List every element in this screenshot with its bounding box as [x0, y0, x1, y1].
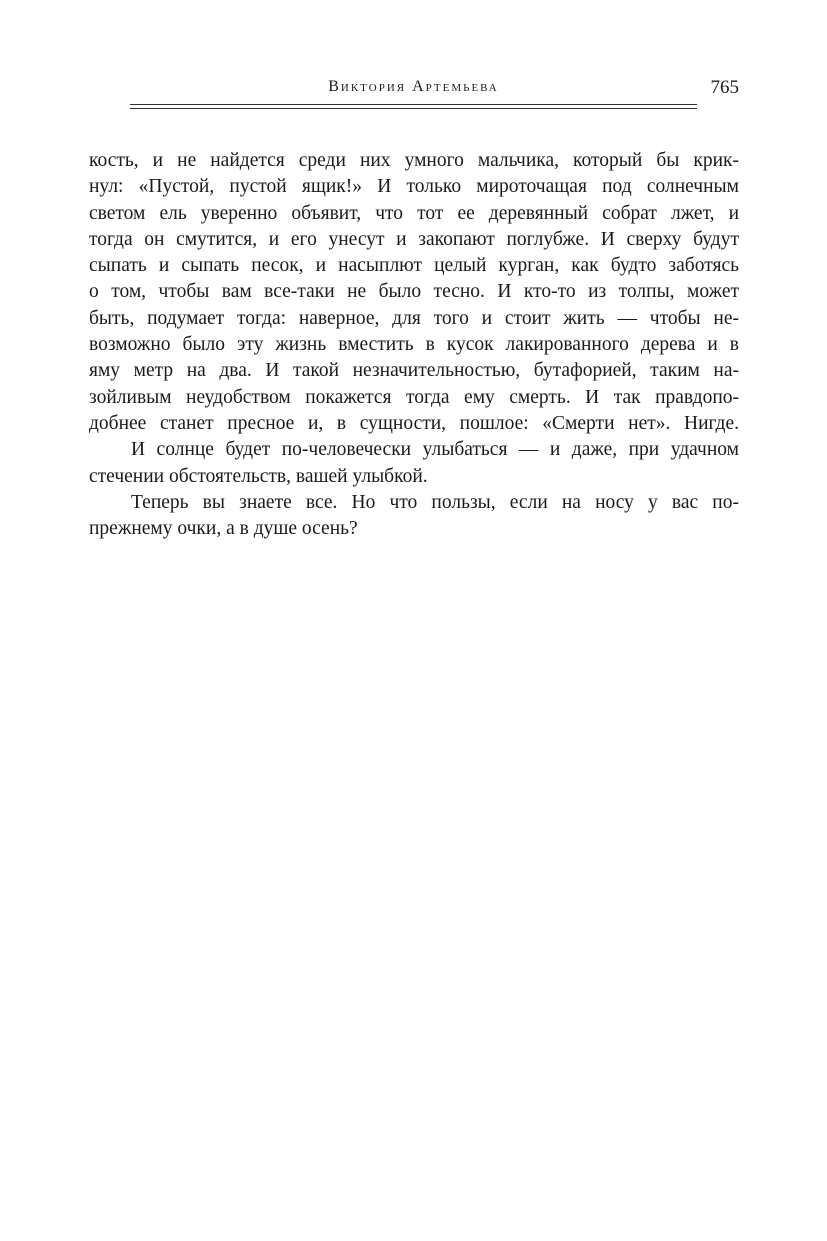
text-line: стечении обстоятельств, вашей улыбкой.: [89, 465, 428, 487]
page-number: 765: [710, 77, 739, 98]
text-line: кость, и не найдется среди них умного мальчика, который бы крик-: [89, 150, 739, 171]
text-line: прежнему очки, а в душе осень?: [89, 518, 358, 540]
text-line: добнее станет пресное и, в сущности, пошлое: «Смерти нет». Нигде.: [89, 412, 739, 434]
text-line: зойливым неудобством покажется тогда ему смерть. И так правдопо-: [89, 386, 739, 408]
header-rule-bottom: [130, 108, 697, 109]
text-line: возможно было эту жизнь вместить в кусок лакированного дерева и в: [89, 334, 739, 356]
text-line: сыпать и сыпать песок, и насыплют целый курган, как будто заботясь: [89, 255, 739, 277]
text-line: о том, чтобы вам все-таки не было тесно. И кто-то из толпы, может: [89, 281, 739, 303]
text-line: тогда он смутится, и его унесут и закопают поглубже. И сверху будут: [89, 228, 739, 250]
paragraph-start-line: И солнце будет по-человечески улыбаться — и даже, при удачном: [131, 439, 739, 461]
text-line: светом ель уверенно объявит, что тот ее деревянный собрат лжет, и: [89, 202, 739, 224]
body-text: [89, 148, 739, 542]
paragraph-start-line: Теперь вы знаете все. Но что пользы, если на носу у вас по-: [131, 491, 739, 513]
header-rule-top: [130, 104, 697, 105]
running-head: Виктория Артемьева: [328, 78, 499, 95]
text-line: яму метр на два. И такой незначительностью, бутафорией, таким на-: [89, 360, 739, 382]
text-line: нул: «Пустой, пустой ящик!» И только мироточащая под солнечным: [89, 176, 739, 198]
text-line: быть, подумает тогда: наверное, для того и стоит жить — чтобы не-: [89, 307, 739, 329]
